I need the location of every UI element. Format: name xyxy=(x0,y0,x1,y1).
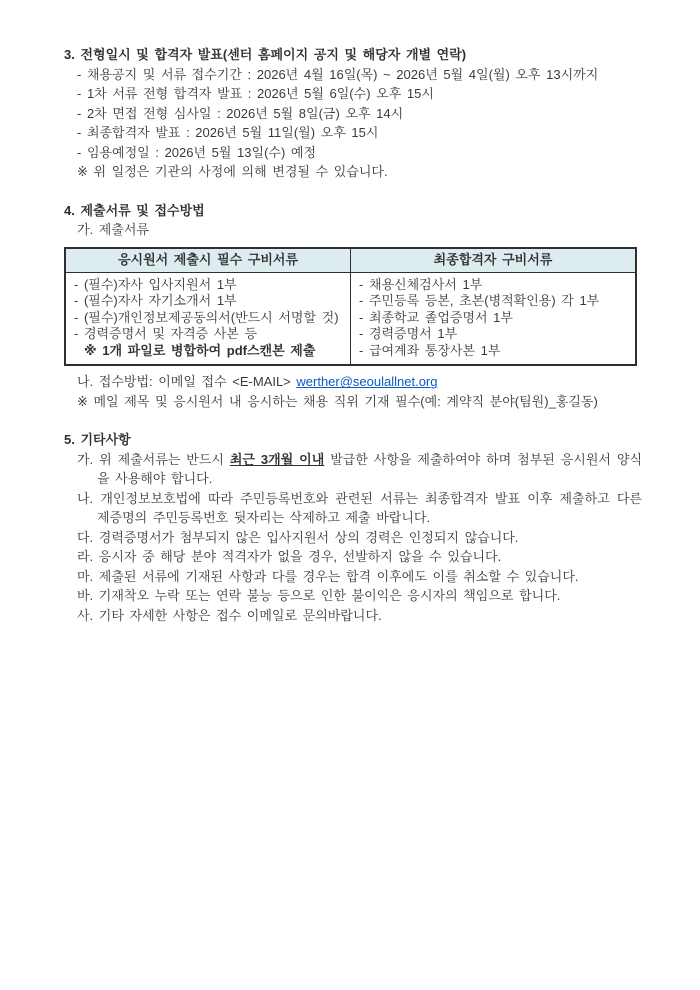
doc-item-career-certificates: - 경력증명서 및 자격증 사본 등 xyxy=(74,326,258,342)
section5-item-cancellation: 마. 제출된 서류에 기재된 사항과 다를 경우는 합격 이후에도 이를 취소할 수 있습니다. xyxy=(77,568,579,584)
schedule-item-application-period: - 채용공지 및 서류 접수기간 : 2026년 4월 16일(목) ~ 2026년 5월 4일(월) 오후 13시까지 xyxy=(77,66,599,82)
doc-item-health-checkup: - 채용신체검사서 1부 xyxy=(359,276,483,292)
section5-item-privacy-law: 나. 개인정보보호법에 따라 주민등록번호와 관련된 서류는 최종합격자 발표 이후 제출하고 다른 제증명의 주민등록번호 뒷자리는 삭제하고 제출 바랍니다. xyxy=(77,490,642,526)
section5-item-inquiry-email: 사. 기타 자세한 사항은 접수 이메일로 문의바랍니다. xyxy=(77,607,382,623)
section4-sub-a: 가. 제출서류 xyxy=(77,222,150,237)
table-header-row xyxy=(65,248,636,273)
doc-item-privacy-consent: - (필수)개인정보제공동의서(반드시 서명할 것) xyxy=(74,309,339,325)
table-header-final-docs: 최종합격자 구비서류 xyxy=(351,248,637,273)
item-a-pre-text: 가. 위 제출서류는 반드시 xyxy=(77,451,230,467)
reception-method-text: 나. 접수방법: 이메일 접수 <E-MAIL> xyxy=(77,374,297,390)
final-docs-cell xyxy=(351,272,637,365)
section3-schedule-list xyxy=(77,65,642,182)
section5-heading: 5. 기타사항 xyxy=(64,432,131,448)
merge-pdf-note: ※ 1개 파일로 병합하여 pdf스캔본 제출 xyxy=(84,342,316,358)
doc-item-career-certificate: - 경력증명서 1부 xyxy=(359,326,458,342)
documents-table-head xyxy=(65,248,636,273)
section5-item-career-proof: 다. 경력증명서가 첨부되지 않은 입사지원서 상의 경력은 인정되지 않습니다. xyxy=(77,529,519,545)
doc-item-resident-registration: - 주민등록 등본, 초본(병적확인용) 각 1부 xyxy=(359,293,600,309)
doc-item-application-form: - (필수)자사 입사지원서 1부 xyxy=(74,276,237,292)
doc-item-bankbook-copy: - 급여계좌 통장사본 1부 xyxy=(359,342,501,358)
schedule-item-interview: - 2차 면접 전형 심사일 : 2026년 5월 8일(금) 오후 14시 xyxy=(77,105,404,121)
section5-item-recent-documents xyxy=(77,450,642,489)
item-a-post-text: 발급한 사항을 제출하여야 하며 첨부된 응시원서 양식을 사용해야 합니다. xyxy=(97,451,643,487)
required-docs-cell xyxy=(65,272,351,365)
doc-item-cover-letter: - (필수)자사 자기소개서 1부 xyxy=(74,293,237,309)
section4-mail-subject-note: ※ 메일 제목 및 응시원서 내 응시하는 채용 직위 기재 필수(예: 계약직 분야(팀원)_홍길동) xyxy=(77,393,598,409)
section5-item-no-selection: 라. 응시자 중 해당 분야 적격자가 없을 경우, 선발하지 않을 수 있습니다. xyxy=(77,549,502,565)
documents-table-body xyxy=(65,272,636,365)
section4-heading: 4. 제출서류 및 접수방법 xyxy=(64,202,205,218)
schedule-item-appointment-date: - 임용예정일 : 2026년 5월 13일(수) 예정 xyxy=(77,144,317,160)
email-link[interactable]: werther@seoulallnet.org xyxy=(296,374,438,390)
section5-item-applicant-responsibility: 바. 기재착오 누락 또는 연락 불능 등으로 인한 불이익은 응시자의 책임으로 합니다. xyxy=(77,588,561,604)
table-header-required-docs: 응시원서 제출시 필수 구비서류 xyxy=(65,248,351,273)
table-body-row xyxy=(65,272,636,365)
section3-heading: 3. 전형일시 및 합격자 발표(센터 홈페이지 공지 및 해당자 개별 연락) xyxy=(64,47,467,62)
doc-item-graduation-certificate: - 최종학교 졸업증명서 1부 xyxy=(359,309,513,325)
schedule-item-first-round: - 1차 서류 전형 합격자 발표 : 2026년 5월 6일(수) 오후 15시 xyxy=(77,86,434,101)
section4-sub-b xyxy=(77,372,642,392)
documents-table xyxy=(64,247,637,367)
schedule-change-note: ※ 위 일정은 기관의 사정에 의해 변경될 수 있습니다. xyxy=(77,164,388,179)
schedule-item-final-announcement: - 최종합격자 발표 : 2026년 5월 11일(월) 오후 15시 xyxy=(77,125,379,140)
recent-3months-emphasis: 최근 3개월 이내 xyxy=(229,451,325,467)
section5-list xyxy=(77,450,642,626)
